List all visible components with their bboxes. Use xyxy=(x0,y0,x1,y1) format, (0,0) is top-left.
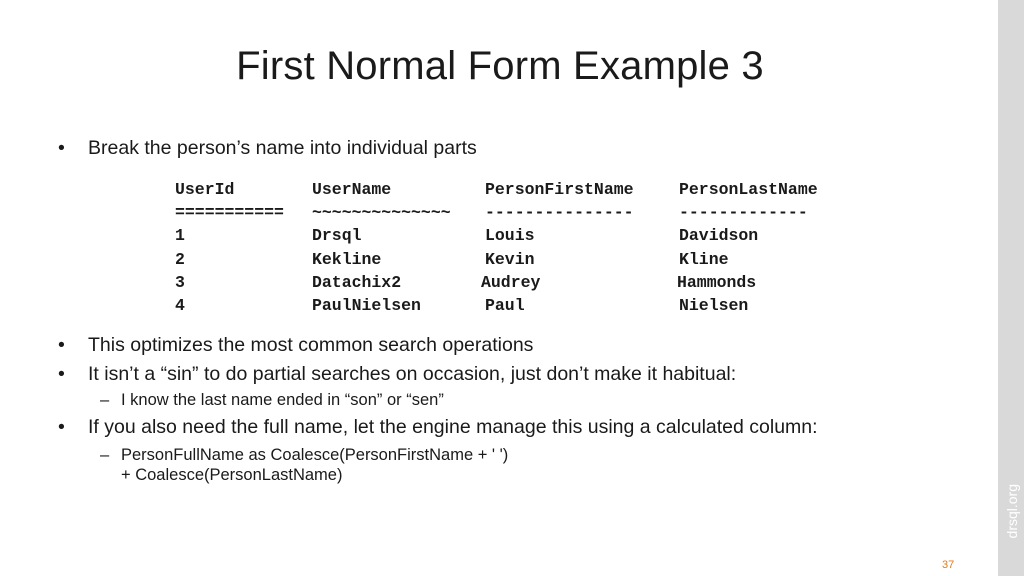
table-cell: 2 xyxy=(175,249,185,269)
bullet-text: If you also need the full name, let the engine manage this using a calculated column: xyxy=(88,416,818,438)
table-cell: Drsql xyxy=(312,226,362,246)
slide-title: First Normal Form Example 3 xyxy=(236,44,764,88)
sub-bullet-item xyxy=(100,445,508,465)
bullet-text: This optimizes the most common search operations xyxy=(88,334,534,356)
table-cell: Datachix2 xyxy=(312,272,402,292)
sub-bullet-mark: – xyxy=(100,391,110,409)
table-cell: Kevin xyxy=(485,249,535,269)
bullet-mark: • xyxy=(58,137,65,159)
separator-cell: ~~~~~~~~~~~~~~ xyxy=(312,203,451,223)
table-cell: 3 xyxy=(175,272,185,292)
bullet-text: It isn’t a “sin” to do partial searches on occasion, just don’t make it habitual: xyxy=(88,363,737,385)
table-row xyxy=(175,294,749,317)
sidebar-bar xyxy=(998,0,1024,576)
table-cell: Kekline xyxy=(312,249,382,269)
header-cell: UserId xyxy=(175,180,235,199)
bullet-mark: • xyxy=(58,363,65,385)
separator-cell: ------------- xyxy=(679,203,808,223)
table-cell: 1 xyxy=(175,226,185,246)
bullet-mark: • xyxy=(58,416,65,438)
bullet-item xyxy=(58,415,818,439)
table-cell: Davidson xyxy=(679,226,759,246)
sub-bullet-item xyxy=(100,390,444,410)
table-cell: Nielsen xyxy=(679,295,749,315)
separator-cell: =========== xyxy=(175,203,284,223)
sidebar-website-text: drsql.org xyxy=(1004,483,1020,538)
bullet-item xyxy=(58,333,533,357)
table-cell: 4 xyxy=(175,295,185,315)
separator-cell: --------------- xyxy=(485,203,634,223)
bullet-text: Break the person’s name into individual parts xyxy=(88,137,477,159)
table-cell: Louis xyxy=(485,226,535,246)
table-header-row xyxy=(175,178,818,201)
bullet-item xyxy=(58,362,736,386)
table-row xyxy=(175,248,729,271)
table-separator-row xyxy=(175,201,808,224)
table-cell: PaulNielsen xyxy=(312,295,421,315)
header-cell: UserName xyxy=(312,180,392,199)
sub-bullet-continuation: + Coalesce(PersonLastName) xyxy=(121,466,343,484)
table-row xyxy=(175,224,759,247)
sub-bullet-text: PersonFullName as Coalesce(PersonFirstName + ' ') xyxy=(121,446,509,464)
page-number: 37 xyxy=(942,559,955,571)
code-table xyxy=(175,178,818,317)
table-cell: Paul xyxy=(485,295,525,315)
sub-bullet-mark: – xyxy=(100,446,110,464)
bullet-item xyxy=(58,136,477,160)
sub-bullet-text: I know the last name ended in “son” or “sen” xyxy=(121,391,444,409)
header-cell: PersonFirstName xyxy=(485,180,634,199)
table-cell: Kline xyxy=(679,249,729,269)
table-cell: Audrey xyxy=(481,272,541,292)
header-cell: PersonLastName xyxy=(679,180,818,199)
table-cell: Hammonds xyxy=(677,272,757,292)
bullet-mark: • xyxy=(58,334,65,356)
table-row xyxy=(175,271,757,294)
